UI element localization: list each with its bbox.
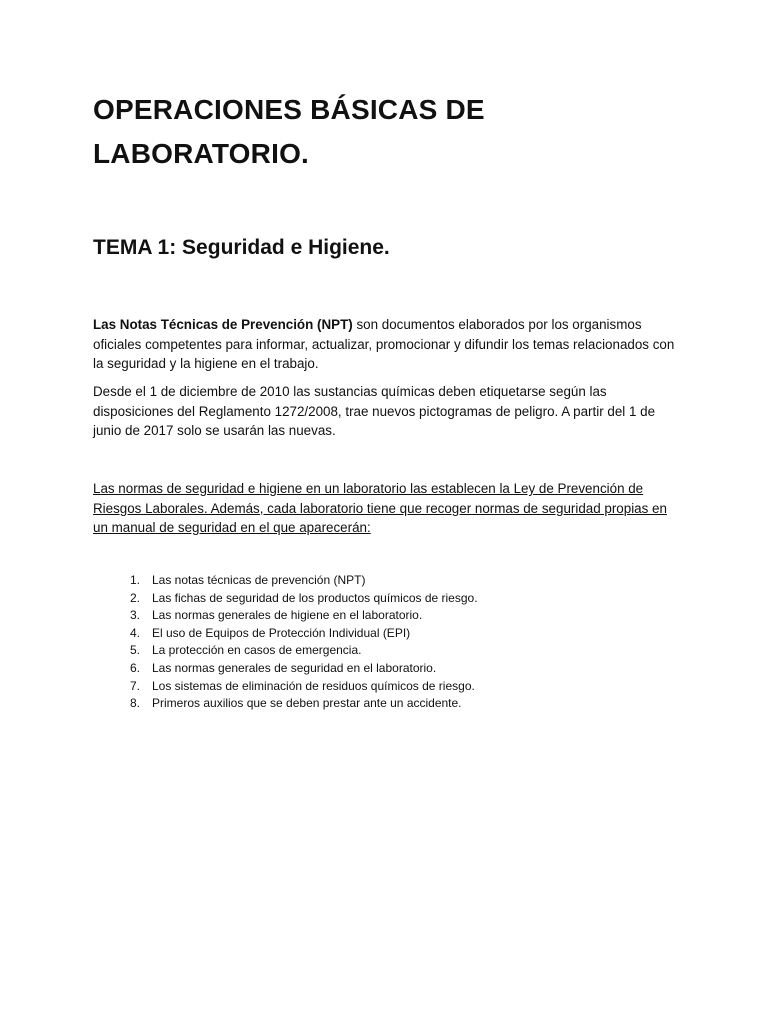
list-item (93, 607, 673, 625)
npt-paragraph-text: son documentos elaborados por los organismos oficiales competentes para informar, actualizar, promocionar y difundir los temas relacionados con la seguridad y la higiene en el trabajo. (93, 317, 675, 371)
list-item (93, 695, 673, 713)
list-item-text: El uso de Equipos de Protección Individual (EPI) (152, 625, 411, 640)
paragraph-npt (93, 315, 683, 374)
list-number: 3. (129, 608, 140, 623)
paragraph-safety-norms: Las normas de seguridad e higiene en un laboratorio las establecen la Ley de Prevención de Riesgos Laborales. Además, cada laboratorio tiene que recoger normas de seguridad propias en un manual de seguridad en el que aparecerán: (93, 481, 667, 535)
list-item (93, 678, 673, 696)
paragraph-regulation: Desde el 1 de diciembre de 2010 las sustancias químicas deben etiquetarse según las disposiciones del Reglamento 1272/2008, trae nuevos pictogramas de peligro. A partir del 1 de junio de 2017 solo se usarán las nuevas. (93, 384, 656, 438)
list-item (93, 660, 673, 678)
list-number: 2. (129, 590, 140, 605)
list-item-text: Primeros auxilios que se deben prestar ante un accidente. (152, 696, 462, 711)
list-item-text: Las normas generales de higiene en el laboratorio. (152, 608, 423, 623)
list-item (93, 572, 673, 590)
safety-manual-list (93, 572, 673, 713)
npt-bold-text: Las Notas Técnicas de Prevención (NPT) (93, 317, 353, 332)
list-item (93, 625, 673, 643)
list-number: 1. (129, 573, 140, 587)
list-item (93, 590, 673, 608)
list-number: 5. (129, 643, 140, 658)
list-item (93, 642, 673, 660)
list-item-text: Las notas técnicas de prevención (NPT) (152, 573, 366, 587)
topic-heading: TEMA 1: Seguridad e Higiene. (93, 236, 390, 259)
list-item-text: La protección en casos de emergencia. (152, 643, 362, 658)
document-title: OPERACIONES BÁSICAS DE LABORATORIO. (93, 94, 485, 169)
list-item-text: Los sistemas de eliminación de residuos químicos de riesgo. (152, 678, 475, 693)
list-item-text: Las fichas de seguridad de los productos químicos de riesgo. (152, 590, 478, 605)
list-item-text: Las normas generales de seguridad en el laboratorio. (152, 660, 437, 675)
list-number: 7. (129, 678, 140, 693)
list-number: 6. (129, 660, 140, 675)
list-number: 4. (129, 625, 140, 640)
list-number: 8. (129, 696, 140, 711)
